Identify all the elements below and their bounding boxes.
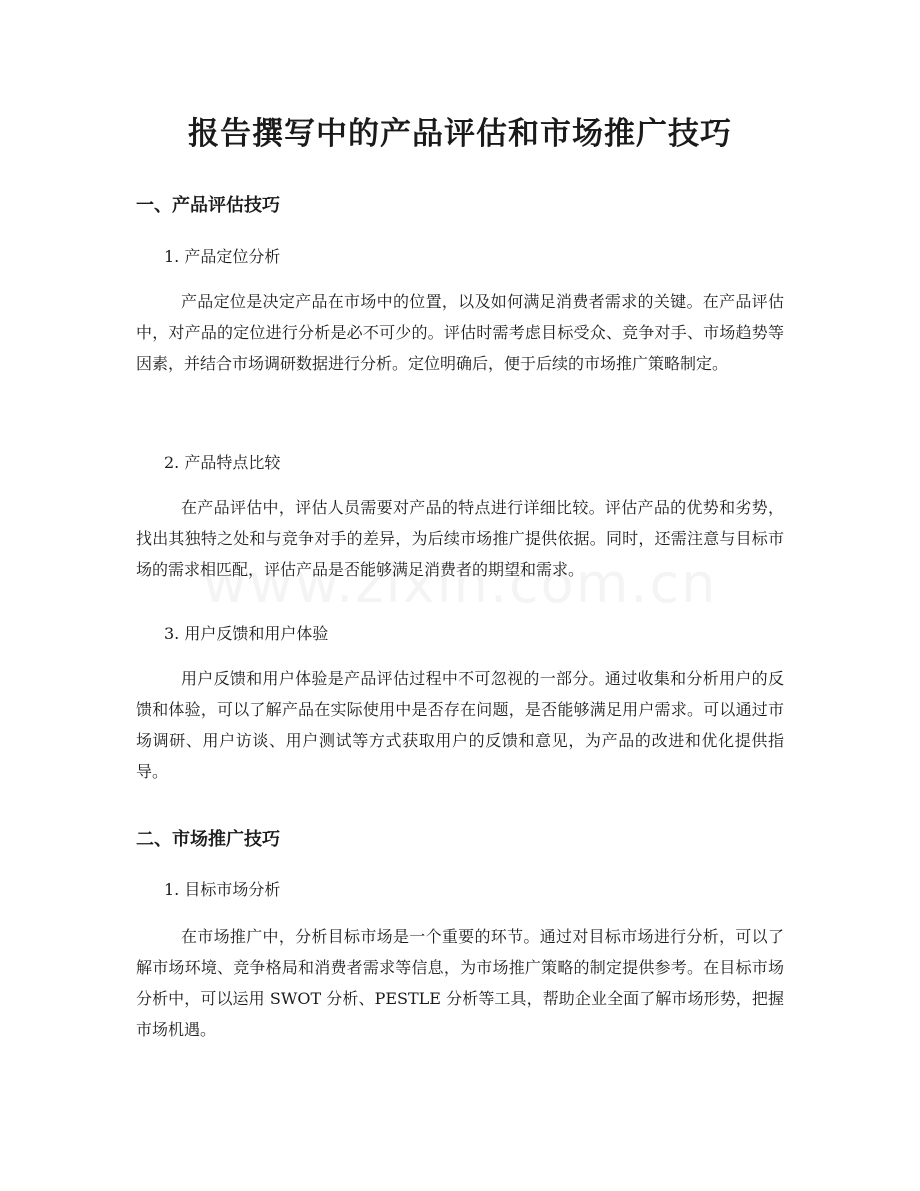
document-title: 报告撰写中的产品评估和市场推广技巧 [188,116,732,152]
subsection-heading-feature-comparison: 2. 产品特点比较 [164,453,281,472]
subsection-heading-target-market: 1. 目标市场分析 [164,880,281,899]
paragraph-user-feedback: 用户反馈和用户体验是产品评估过程中不可忽视的一部分。通过收集和分析用户的反馈和体验，可以了解产品在实际使用中是否存在问题，是否能够满足用户需求。可以通过市场调研、用户访谈、用户测试等方式获取用户的反馈和意见，为产品的改进和优化提供指导。 [136,669,784,781]
paragraph-positioning: 产品定位是决定产品在市场中的位置，以及如何满足消费者需求的关键。在产品评估中，对产品的定位进行分析是必不可少的。评估时需考虑目标受众、竞争对手、市场趋势等因素，并结合市场调研数据进行分析。定位明确后，便于后续的市场推广策略制定。 [136,292,784,373]
subsection-heading-user-feedback: 3. 用户反馈和用户体验 [164,624,329,643]
subsection-heading-positioning: 1. 产品定位分析 [164,247,281,266]
section-heading-product-evaluation: 一、产品评估技巧 [136,195,280,216]
section-heading-marketing: 二、市场推广技巧 [136,829,280,850]
paragraph-target-market: 在市场推广中，分析目标市场是一个重要的环节。通过对目标市场进行分析，可以了解市场环境、竞争格局和消费者需求等信息，为市场推广策略的制定提供参考。在目标市场分析中，可以运用 SWOT 分析、PESTLE 分析等工具，帮助企业全面了解市场形势，把握市场机遇。 [136,927,784,1039]
paragraph-feature-comparison: 在产品评估中，评估人员需要对产品的特点进行详细比较。评估产品的优势和劣势，找出其独特之处和与竞争对手的差异，为后续市场推广提供依据。同时，还需注意与目标市场的需求相匹配，评估产品是否能够满足消费者的期望和需求。 [136,498,784,579]
